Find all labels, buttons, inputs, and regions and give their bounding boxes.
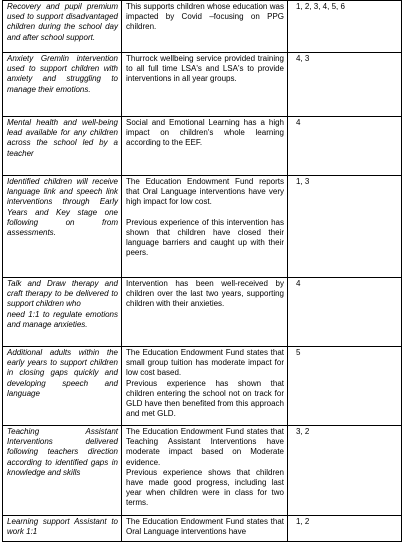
- activity-cell: Teaching Assistant Interventions delivered following teachers direction according to identified gaps in knowledge and skills: [3, 426, 122, 516]
- activity-cell: Recovery and pupil premium used to support disadvantaged children during the school day and after school support.: [3, 1, 122, 53]
- challenge-number-cell: 1, 2, 3, 4, 5, 6: [288, 1, 402, 53]
- activity-cell: Identified children will receive language link and speech link interventions through Early Years and Key stage one following on from assessments.: [3, 176, 122, 278]
- activity-text: Talk and Draw therapy and craft therapy to be delivered to support children who: [7, 279, 118, 309]
- evidence-cell: [122, 426, 288, 516]
- table-row: [3, 278, 402, 347]
- evidence-paragraph: Previous experience of this intervention has shown that children have closed their language barriers and caught up with their peers.: [126, 217, 284, 258]
- activity-cell: Additional adults within the early years to support children in closing gaps quickly and developing speech and language: [3, 347, 122, 426]
- evidence-cell: Intervention has been well-received by children over the last two years, supporting children with their anxieties.: [122, 278, 288, 347]
- evidence-cell: Thurrock wellbeing service provided training to all full time LSA's and LSA's to provide interventions in all year groups.: [122, 53, 288, 117]
- activity-cell: Mental health and well-being lead available for any children across the school led by a teacher: [3, 117, 122, 176]
- evidence-cell: [122, 347, 288, 426]
- evidence-paragraph: Previous experience shows that children have made good progress, including last year when children were in class for two terms.: [126, 467, 284, 508]
- challenge-number-cell: 4, 3: [288, 53, 402, 117]
- challenge-number-cell: 4: [288, 117, 402, 176]
- evidence-paragraph: The Education Endowment Fund states that small group tuition has moderate impact for low cost based.: [126, 348, 284, 378]
- table-row: [3, 516, 402, 542]
- evidence-cell: This supports children whose education was impacted by Covid –focusing on PPG children.: [122, 1, 288, 53]
- challenge-number-cell: 4: [288, 278, 402, 347]
- challenge-number-cell: 1, 2: [288, 516, 402, 542]
- evidence-cell: Social and Emotional Learning has a high impact on children's whole learning according to the EEF.: [122, 117, 288, 176]
- activity-cell: Anxiety Gremlin intervention used to support children with anxiety and struggling to manage their emotions.: [3, 53, 122, 117]
- strategy-table: [2, 0, 402, 542]
- activity-cell: [3, 278, 122, 347]
- table-row: [3, 426, 402, 516]
- challenge-number-cell: 5: [288, 347, 402, 426]
- table-row: [3, 347, 402, 426]
- activity-cell: Learning support Assistant to work 1:1: [3, 516, 122, 542]
- challenge-number-cell: 1, 3: [288, 176, 402, 278]
- table-row: [3, 117, 402, 176]
- evidence-cell: [122, 176, 288, 278]
- evidence-paragraph: The Education Endowment Fund reports that Oral Language interventions have very high impact for low cost.: [126, 177, 284, 207]
- activity-text: need 1:1 to regulate emotions and manage anxieties.: [7, 309, 118, 329]
- challenge-number-cell: 3, 2: [288, 426, 402, 516]
- table-row: [3, 1, 402, 53]
- table-row: [3, 176, 402, 278]
- evidence-cell: The Education Endowment Fund states that Oral Language interventions have: [122, 516, 288, 542]
- table-row: [3, 53, 402, 117]
- evidence-paragraph: The Education Endowment Fund states that Teaching Assistant Interventions have moderate impact based on Moderate evidence.: [126, 427, 284, 467]
- evidence-paragraph: Previous experience has shown that children entering the school not on track for GLD have then benefited from this approach and met GLD.: [126, 378, 284, 419]
